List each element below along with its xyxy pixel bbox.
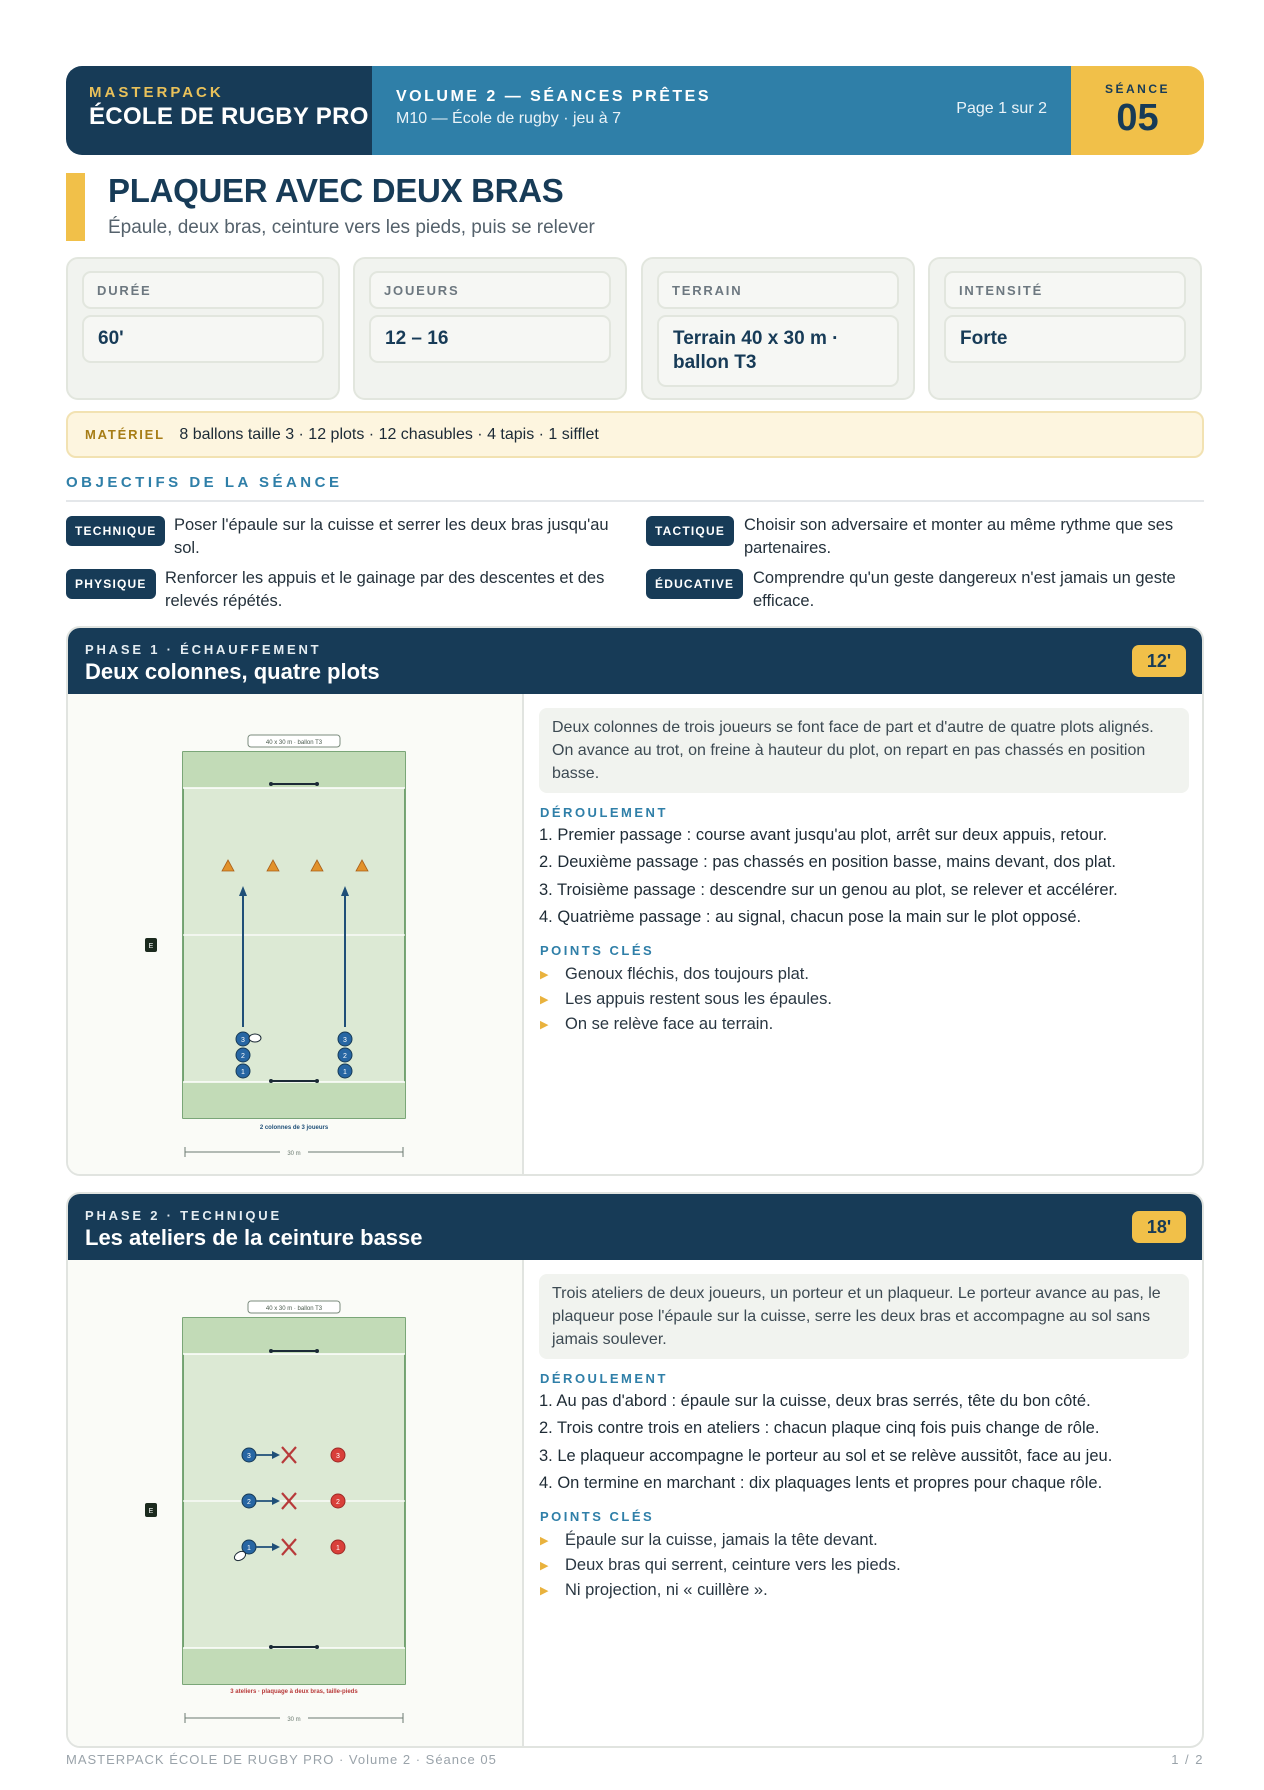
phase-kicker: PHASE 1 · ÉCHAUFFEMENT	[85, 642, 322, 657]
in-goal-bottom	[183, 1082, 405, 1118]
key-item	[540, 1013, 832, 1038]
objective-text: Renforcer les appuis et le gainage par des descentes et des relevés répétés.	[165, 569, 605, 610]
objectifs-divider	[66, 500, 1204, 502]
brand-title: ÉCOLE DE RUGBY PRO	[89, 103, 369, 130]
objective-text: Comprendre qu'un geste dangereux n'est jamais un geste efficace.	[753, 569, 1176, 610]
phase-header	[68, 1194, 1202, 1260]
phase-card-1	[66, 626, 1204, 1176]
width-label: 30 m	[287, 1717, 301, 1723]
bullet-arrow-icon: ▶	[540, 1019, 549, 1031]
brand-kicker: MASTERPACK	[89, 84, 224, 101]
field-diagram	[68, 694, 522, 1176]
post-dot	[315, 1645, 319, 1649]
session-label: SÉANCE	[1104, 82, 1170, 96]
post-dot	[315, 1349, 319, 1353]
info-card-value: Terrain 40 x 30 m · ballon T3	[657, 315, 899, 387]
info-card-label: INTENSITÉ	[944, 271, 1186, 309]
brand-block	[66, 66, 372, 155]
info-card-value: 12 – 16	[369, 315, 611, 363]
materiel-bar	[66, 411, 1204, 458]
key-text: On se relève face au terrain.	[565, 1015, 774, 1033]
footer-page-number: 1 / 2	[1171, 1752, 1204, 1767]
phase-intro: Trois ateliers de deux joueurs, un porteur et un plaqueur. Le porteur avance au pas, le plaqueur pose l'épaule sur la cuisse, serre les deux bras et accompagne au sol sans jamais soulever.	[539, 1274, 1189, 1359]
keys-list	[540, 963, 832, 1038]
coach-marker-label: E	[148, 943, 154, 950]
player-number: 1	[343, 1069, 347, 1076]
materiel-value: 8 ballons taille 3 · 12 plots · 12 chasubles · 4 tapis · 1 sifflet	[179, 426, 599, 443]
session-badge	[1071, 66, 1204, 155]
player-number: 2	[241, 1053, 245, 1060]
step-item: 3. Troisième passage : descendre sur un genou au plot, se relever et accélérer.	[539, 880, 1118, 899]
diagram-caption: 3 ateliers · plaquage à deux bras, taille-pieds	[230, 1689, 358, 1695]
key-item	[540, 1554, 901, 1579]
volume-block	[372, 66, 1071, 155]
field-diagram	[68, 1260, 522, 1748]
bullet-arrow-icon: ▶	[540, 969, 549, 981]
post-dot	[315, 1079, 319, 1083]
width-label: 30 m	[287, 1151, 301, 1157]
step-item: 4. On termine en marchant : dix plaquages lents et propres pour chaque rôle.	[539, 1473, 1103, 1492]
page-title: PLAQUER AVEC DEUX BRAS	[108, 172, 564, 209]
diagram-caption: 2 colonnes de 3 joueurs	[259, 1125, 329, 1131]
step-item: 1. Premier passage : course avant jusqu'au plot, arrêt sur deux appuis, retour.	[539, 826, 1108, 844]
objective-text: Poser l'épaule sur la cuisse et serrer les deux bras jusqu'au sol.	[174, 516, 609, 557]
objective-tag: TACTIQUE	[646, 516, 734, 546]
player-number: 2	[336, 1499, 340, 1506]
post-dot	[269, 782, 273, 786]
player-number: 1	[247, 1545, 251, 1552]
materiel-label: MATÉRIEL	[85, 427, 165, 442]
player-number: 3	[241, 1037, 245, 1044]
phase-duration-badge: 12'	[1132, 645, 1186, 677]
volume-subtitle: M10 — École de rugby · jeu à 7	[396, 110, 622, 127]
objective-tag: ÉDUCATIVE	[646, 569, 743, 599]
key-item	[540, 988, 832, 1013]
key-item	[540, 1529, 901, 1554]
keys-heading: POINTS CLÉS	[540, 1509, 655, 1524]
steps-list	[539, 1389, 1112, 1498]
phase-header	[68, 628, 1202, 694]
info-card-terrain	[641, 257, 915, 400]
post-dot	[269, 1645, 273, 1649]
in-goal-top	[183, 752, 405, 788]
session-number: 05	[1116, 97, 1159, 139]
step-item: 2. Deuxième passage : pas chassés en position basse, mains devant, dos plat.	[539, 853, 1116, 872]
step-item: 3. Le plaqueur accompagne le porteur au sol et se relève aussitôt, face au jeu.	[539, 1446, 1113, 1465]
phase-content-panel	[524, 694, 1202, 1174]
post-dot	[315, 782, 319, 786]
post-dot	[269, 1079, 273, 1083]
page-header	[66, 66, 1204, 155]
phase-content-panel	[524, 1260, 1202, 1746]
coach-marker-label: E	[148, 1508, 154, 1515]
post-dot	[269, 1349, 273, 1353]
step-item: 1. Au pas d'abord : épaule sur la cuisse, deux bras serrés, tête du bon côté.	[539, 1392, 1091, 1410]
step-item: 4. Quatrième passage : au signal, chacun pose la main sur le plot opposé.	[539, 907, 1082, 926]
key-text: Épaule sur la cuisse, jamais la tête devant.	[565, 1531, 878, 1549]
info-card-label: DURÉE	[82, 271, 324, 309]
info-card-value: 60'	[82, 315, 324, 363]
key-text: Ni projection, ni « cuillère ».	[565, 1581, 768, 1599]
steps-list	[539, 823, 1118, 932]
bullet-arrow-icon: ▶	[540, 1535, 549, 1547]
player-number: 3	[247, 1453, 251, 1460]
page-indicator: Page 1 sur 2	[956, 100, 1047, 117]
phase-diagram-panel	[68, 1260, 524, 1746]
key-item	[540, 963, 832, 988]
volume-title: VOLUME 2 — SÉANCES PRÊTES	[396, 88, 711, 105]
phase-diagram-panel	[68, 694, 524, 1174]
player-number: 2	[247, 1499, 251, 1506]
field-label: 40 x 30 m · ballon T3	[265, 1306, 323, 1312]
step-item: 2. Trois contre trois en ateliers : chacun plaque cinq fois puis change de rôle.	[539, 1419, 1100, 1438]
phase-card-2	[66, 1192, 1204, 1748]
keys-list	[540, 1529, 901, 1604]
page-subtitle: Épaule, deux bras, ceinture vers les pieds, puis se relever	[108, 217, 595, 238]
bullet-arrow-icon: ▶	[540, 1560, 549, 1572]
info-card-intensite	[928, 257, 1202, 400]
info-card-value: Forte	[944, 315, 1186, 363]
phase-title: Deux colonnes, quatre plots	[85, 659, 380, 684]
in-goal-top	[183, 1318, 405, 1354]
bullet-arrow-icon: ▶	[540, 1585, 549, 1597]
key-text: Genoux fléchis, dos toujours plat.	[565, 965, 809, 983]
player-number: 2	[343, 1053, 347, 1060]
field-label: 40 x 30 m · ballon T3	[265, 740, 323, 746]
key-item	[540, 1579, 901, 1604]
phase-title: Les ateliers de la ceinture basse	[85, 1225, 423, 1250]
info-card-duree	[66, 257, 340, 400]
title-accent-bar	[66, 173, 85, 241]
objective-tag: PHYSIQUE	[66, 569, 156, 599]
key-text: Deux bras qui serrent, ceinture vers les pieds.	[565, 1556, 901, 1574]
info-card-joueurs	[353, 257, 627, 400]
bullet-arrow-icon: ▶	[540, 994, 549, 1006]
ball-icon	[249, 1034, 261, 1042]
objectifs-heading: OBJECTIFS DE LA SÉANCE	[66, 474, 343, 491]
player-number: 3	[336, 1453, 340, 1460]
info-card-label: JOUEURS	[369, 271, 611, 309]
in-goal-bottom	[183, 1648, 405, 1684]
phase-intro: Deux colonnes de trois joueurs se font face de part et d'autre de quatre plots alignés. On avance au trot, on freine à hauteur du plot, on repart en pas chassés en position basse.	[539, 708, 1189, 793]
footer-left: MASTERPACK ÉCOLE DE RUGBY PRO · Volume 2 · Séance 05	[66, 1752, 497, 1767]
player-number: 3	[343, 1037, 347, 1044]
objective-tag: TECHNIQUE	[66, 516, 165, 546]
objective-text: Choisir son adversaire et monter au même rythme que ses partenaires.	[744, 516, 1174, 557]
phase-duration-badge: 18'	[1132, 1211, 1186, 1243]
player-number: 1	[336, 1545, 340, 1552]
info-card-label: TERRAIN	[657, 271, 899, 309]
player-number: 1	[241, 1069, 245, 1076]
keys-heading: POINTS CLÉS	[540, 943, 655, 958]
key-text: Les appuis restent sous les épaules.	[565, 990, 832, 1008]
steps-heading: DÉROULEMENT	[540, 1371, 668, 1386]
steps-heading: DÉROULEMENT	[540, 805, 668, 820]
phase-kicker: PHASE 2 · TECHNIQUE	[85, 1208, 282, 1223]
